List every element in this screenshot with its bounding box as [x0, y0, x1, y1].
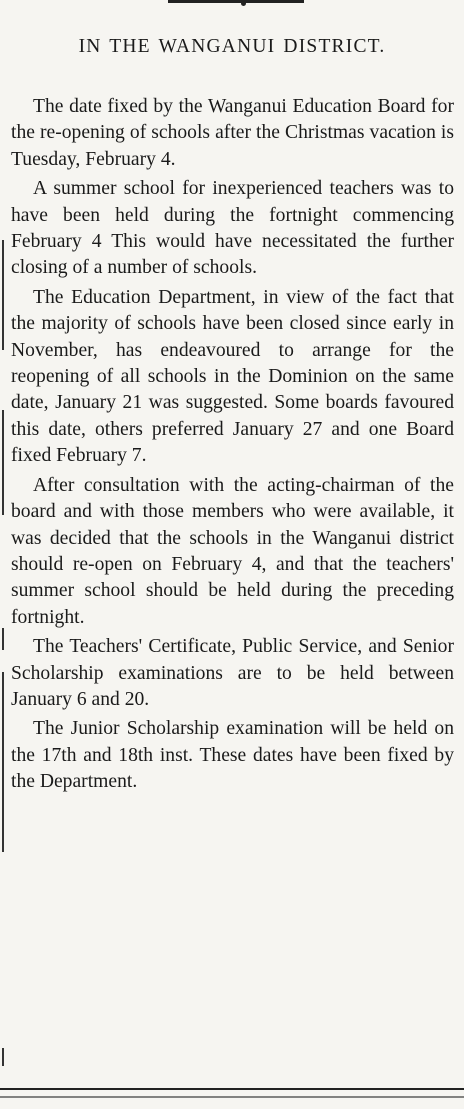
paragraph-department: The Education Department, in view of the fact that the majority of schools have been closed since early in November, has endeavoured to arrange for the reopening of all schools in the Dominion on the same date, January 21 was suggested. Some boards favoured this date, others preferred January 27 and one Board fixed February 7. — [11, 286, 454, 467]
top-ornament — [241, 1, 246, 6]
article-headline: IN THE WANGANUI DISTRICT. — [78, 36, 386, 57]
paragraph-reopening-date: The date fixed by the Wanganui Education Board for the re-opening of schools after the Christmas vacation is Tuesday, February 4. — [11, 96, 454, 170]
margin-rule — [2, 410, 4, 515]
margin-rule — [2, 628, 4, 650]
margin-rule — [2, 1048, 4, 1066]
bottom-rule-light — [0, 1096, 464, 1098]
paragraph-junior-scholarship: The Junior Scholarship examination will be held on the 17th and 18th inst. These dates have been fixed by the Department. — [11, 718, 454, 793]
bottom-rule — [0, 1088, 464, 1090]
margin-rule — [2, 672, 4, 852]
paragraph-examinations: The Teachers' Certificate, Public Service, and Senior Scholarship examinations are to be held between January 6 and 20. — [11, 636, 454, 710]
article-body — [11, 94, 454, 796]
paragraph-consultation: After consultation with the acting-chairman of the board and with those members who were available, it was decided that the schools in the Wanganui district should re-open on February 4, and that the teachers' summer school should be held during the preceding fortnight. — [11, 474, 454, 628]
margin-rule — [2, 240, 4, 350]
top-rule — [168, 0, 304, 3]
paragraph-summer-school: A summer school for inexperienced teachers was to have been held during the fortnight commencing February 4 This would have necessitated the further closing of a number of schools. — [11, 178, 454, 279]
